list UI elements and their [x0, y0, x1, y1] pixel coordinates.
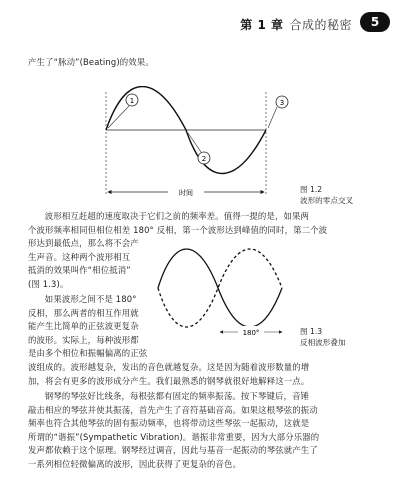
phase-angle-label: 180° [242, 329, 260, 337]
page-header [0, 0, 400, 40]
paragraph-1-line-3: 形达到最低点，那么将不会产 [28, 238, 139, 249]
paragraph-2-line-1: 如果波形之间不是 180° [44, 294, 137, 304]
callout-2-label: 2 [201, 155, 207, 163]
figure-1-2 [96, 86, 306, 208]
paragraph-1-line-6: (图 1.3)。 [28, 279, 69, 289]
paragraph-2-line-5: 是由多个相位和振幅偏离的正弦 [28, 348, 148, 359]
figure-1-3-text: 反相波形叠加 [300, 338, 346, 347]
paragraph-1-line-1: 波形相互赶超的速度取决于它们之前的频率差。值得一提的是，如果两 [44, 211, 310, 221]
paragraph-2-line-2: 反相，那么两者的相互作用就 [28, 307, 139, 318]
callout-1-label: 1 [129, 97, 135, 105]
paragraph-3-line-1: 钢琴的琴弦好比线条，每根弦都有固定的频率振荡。按下琴键后，音锤 [44, 391, 310, 401]
time-label: 时间 [179, 189, 193, 197]
figure-1-3-number: 图 1.3 [300, 327, 323, 336]
paragraph-2-line-3: 能产生比简单的正弦波更复杂 [28, 321, 139, 332]
paragraph-2-line-7: 加，将会有更多的波形成分产生。我们最熟悉的钢琴就很好地解释这一点。 [28, 375, 310, 386]
figure-1-2-text: 波形的零点交叉 [300, 196, 354, 205]
figure-1-3 [150, 244, 300, 344]
paragraph-1-line-2: 个波形频率相同但相位相差 180° 反相，第一个波形达到峰值的同时，第二个波 [28, 224, 328, 235]
figure-1-3-caption [300, 326, 346, 348]
figure-1-2-caption [300, 184, 353, 206]
intro-line: 产生了“脉动”(Beating)的效果。 [28, 57, 154, 67]
running-header [240, 16, 352, 33]
paragraph-1-line-5: 抵消的效果叫作“相位抵消” [28, 265, 131, 276]
paragraph-3-line-5: 发声都依赖于这个原理。钢琴经过调音，因此与基音一起振动的琴弦就产生了 [28, 445, 318, 456]
paragraph-3-line-3: 频率也符合其他琴弦的固有振动频率，也将带动这些琴弦一起振动，这就是 [28, 418, 310, 429]
paragraph-1-line-4: 生声音。这种两个波形相互 [28, 251, 131, 262]
paragraph-2-line-6: 波组成的。波形越复杂，发出的音色就越复杂。这是因为随着波形数量的增 [28, 362, 310, 372]
page-number-badge: 5 [360, 12, 390, 32]
chapter-label: 第 1 章 [240, 18, 284, 32]
paragraph-2-line-4: 的波形。实际上，每种波形都 [28, 334, 139, 345]
chapter-subtitle: 合成的秘密 [289, 18, 352, 32]
paragraph-3-line-4: 所谓的“谐振”(Sympathetic Vibration)。谐振非常重要，因为大部分乐器的 [28, 431, 320, 442]
callout-3-label: 3 [279, 99, 285, 107]
figure-1-2-number: 图 1.2 [300, 185, 323, 194]
solid-wave [158, 249, 282, 327]
paragraph-3-line-2: 敲击相应的琴弦并使其振荡，首先产生了音符基础音高。如果这根琴弦的振动 [28, 404, 318, 415]
dashed-inverted-wave [158, 249, 282, 327]
paragraph-3-line-6: 一系列相位轻微偏离的波形，因此获得了更复杂的音色。 [28, 459, 242, 469]
